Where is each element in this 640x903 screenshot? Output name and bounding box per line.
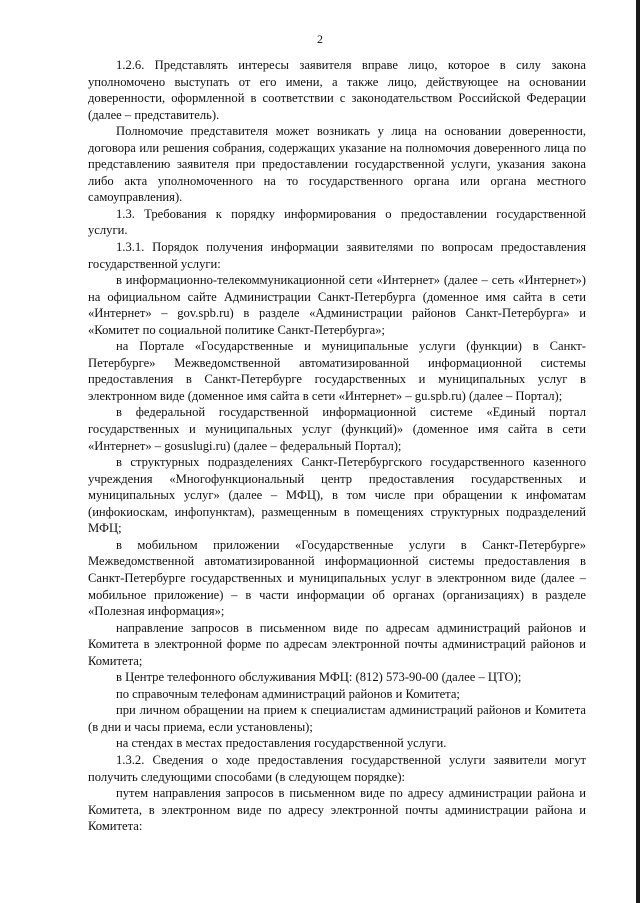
page-number: 2 <box>317 32 323 46</box>
section-heading-1-3: 1.3. Требования к порядку информирования о предоставлении государственной услуги. <box>88 206 586 238</box>
paragraph-personal-visit: при личном обращении на прием к специалистам администраций районов и Комитета (в дни и часы приема, если установлены); <box>88 703 586 734</box>
paragraph-portal: на Портале «Государственные и муниципальные услуги (функции) в Санкт-Петербурге» Межведомственной автоматизированной информационной системы предоставления в Санкт-Петербурге государственных и муниципальных услуг в электронном виде (доменное имя сайта в сети «Интернет» – gu.spb.ru) (далее – Портал); <box>88 339 586 403</box>
paragraph-call-center: в Центре телефонного обслуживания МФЦ: (812) 573-90-00 (далее – ЦТО); <box>116 670 522 685</box>
document-body <box>88 57 586 835</box>
paragraph-representative-powers: Полномочие представителя может возникать у лица на основании доверенности, договора или решения собрания, содержащих указание на полномочия доверенного лица по представлению заявителя при предоставлении государственной услуги, указания закона либо акта уполномоченного на то государственного органа или органа местного самоуправления). <box>88 124 586 205</box>
paragraph-reference-phones: по справочным телефонам администраций районов и Комитета; <box>116 686 460 701</box>
paragraph-mobile-app: в мобильном приложении «Государственные услуги в Санкт-Петербурге» Межведомственной автоматизированной информационной системы предоставления в Санкт-Петербурге государственных и муниципальных услуг в электронном виде (далее – мобильное приложение) – в части информации об органах (организациях) в разделе «Полезная информация»; <box>88 537 586 619</box>
paragraph-1-3-2: 1.3.2. Сведения о ходе предоставления государственной услуги заявители могут получить следующими способами (в следующем порядке): <box>88 752 586 784</box>
paragraph-written-status-requests: путем направления запросов в письменном виде по адресу администрации района и Комитета, в электронном виде по адресу электронной почты администрации района и Комитета: <box>88 786 586 834</box>
paragraph-internet-gov-site: в информационно-телекоммуникационной сети «Интернет» (далее – сеть «Интернет») на официальном сайте Администрации Санкт-Петербурга (доменное имя сайта в сети «Интернет» – gov.spb.ru) в разделе «Администрации районов Санкт-Петербурга» и «Комитет по социальной политике Санкт-Петербурга»; <box>88 273 586 337</box>
scan-edge-shadow <box>636 0 640 903</box>
paragraph-written-requests: направление запросов в письменном виде по адресам администраций районов и Комитета в электронной форме по адресам электронной почты администраций районов и Комитета; <box>88 620 586 668</box>
paragraph-1-2-6: 1.2.6. Представлять интересы заявителя вправе лицо, которое в силу закона уполномочено выступать от его имени, а также лицо, действующее на основании доверенности, оформленной в соответствии с законодательством Российской Федерации (далее – представитель). <box>88 58 586 122</box>
paragraph-info-stands: на стендах в местах предоставления государственной услуги. <box>116 736 447 751</box>
paragraph-1-3-1: 1.3.1. Порядок получения информации заявителями по вопросам предоставления государственной услуги: <box>88 240 586 271</box>
paragraph-federal-portal: в федеральной государственной информационной системе «Единый портал государственных и муниципальных услуг (функций)» (доменное имя сайта в сети «Интернет» – gosuslugi.ru) (далее – федеральный Портал); <box>88 405 586 453</box>
paragraph-mfc: в структурных подразделениях Санкт-Петербургского государственного казенного учреждения «Многофункциональный центр предоставления государственных и муниципальных услуг» (далее – МФЦ), в том числе при обращении к инфоматам (инфокиоскам, инфопунктам), размещенным в помещениях структурных подразделений МФЦ; <box>88 455 586 536</box>
